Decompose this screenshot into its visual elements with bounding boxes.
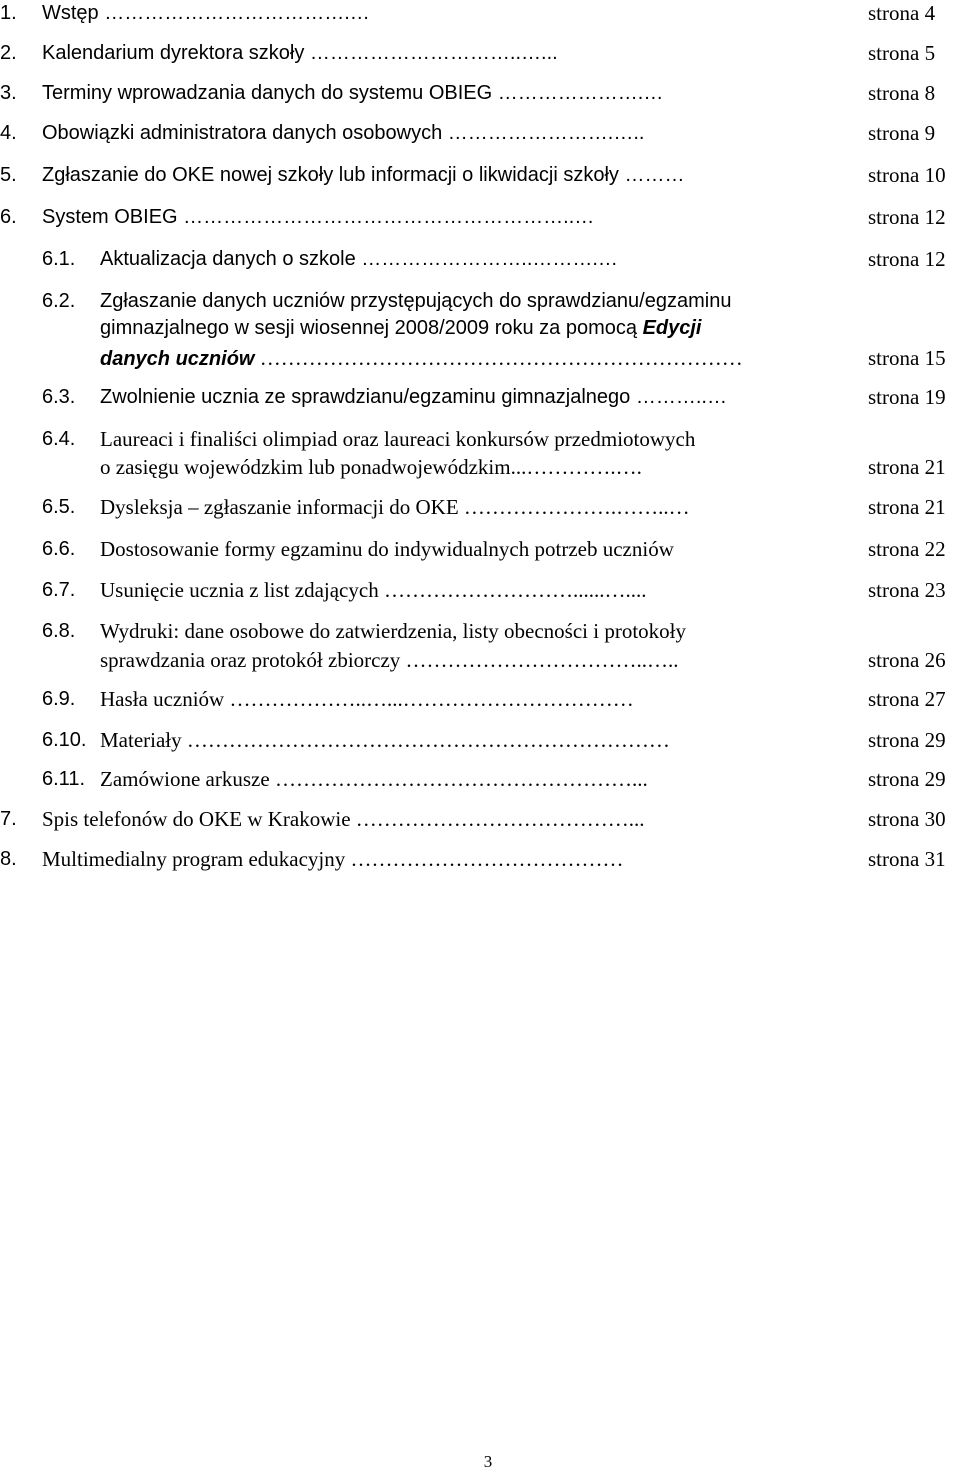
toc-leader-dots: …………………….…..	[442, 122, 645, 144]
toc-entry-title: Spis telefonów do OKE w Krakowie	[42, 807, 351, 831]
toc-entry-title-line-1: Laureaci i finaliści olimpiad oraz laureaci konkursów przedmiotowych	[100, 427, 696, 451]
toc-entry-title: Dysleksja – zgłaszanie informacji do OKE	[100, 495, 459, 519]
toc-entry-number: 6.7.	[42, 579, 76, 601]
toc-leader-dots: ………..…	[630, 386, 727, 408]
toc-entry-title: Zgłaszanie do OKE nowej szkoły lub informacji o likwidacji szkoły	[42, 164, 619, 186]
toc-page-ref: strona 29	[868, 767, 946, 791]
toc-page-ref: strona 26	[868, 648, 946, 672]
toc-entry-title: Terminy wprowadzania danych do systemu OBIEG	[42, 82, 493, 104]
toc-entry-number: 6.1.	[42, 248, 76, 270]
toc-entry-number: 6.9.	[42, 688, 76, 710]
toc-page-ref: strona 15	[868, 346, 946, 370]
toc-entry-number: 1.	[0, 2, 17, 24]
toc-page-ref: strona 9	[868, 121, 936, 145]
toc-entry-title: Aktualizacja danych o szkole	[100, 248, 356, 270]
toc-leader-dots: ……………………………………………………………	[254, 346, 743, 370]
toc-entry-number: 8.	[0, 848, 17, 870]
toc-leader-dots: ...………….….	[510, 455, 642, 479]
toc-entry-number: 2.	[0, 42, 17, 64]
page-number: 3	[483, 1452, 493, 1471]
toc-page-ref: strona 10	[868, 163, 946, 187]
toc-entry-title: Multimedialny program edukacyjny	[42, 847, 346, 871]
toc-entry-number: 6.5.	[42, 496, 76, 518]
toc-page-ref: strona 31	[868, 847, 946, 871]
toc-page-ref: strona 4	[868, 1, 936, 25]
toc-entry-number: 6.3.	[42, 386, 76, 408]
toc-leader-dots: ………………….……..…	[458, 495, 690, 519]
toc-entry-number: 6.8.	[42, 620, 76, 642]
toc-entry-title: Hasła uczniów	[100, 687, 225, 711]
toc-entry-title: Dostosowanie formy egzaminu do indywidualnych potrzeb uczniów	[100, 537, 674, 561]
toc-leader-dots: ………………………......…....	[378, 578, 647, 602]
toc-leader-dots: ……………………..……….…	[355, 248, 618, 270]
toc-leader-dots: …………………………………...	[350, 807, 645, 831]
toc-leader-dots: ……………………………….…	[98, 2, 370, 24]
toc-entry-number: 6.	[0, 206, 17, 228]
toc-page-ref: strona 19	[868, 385, 946, 409]
toc-page-ref: strona 21	[868, 495, 946, 519]
toc-entry-number: 6.2.	[42, 290, 76, 312]
toc-leader-dots: …………………………………	[345, 847, 624, 871]
toc-leader-dots: …………………………..…...	[304, 42, 558, 64]
toc-entry-number: 6.4.	[42, 428, 76, 450]
toc-entry-title-line-2: o zasięgu wojewódzkim lub ponadwojewódzkim	[100, 455, 511, 479]
toc-page-ref: strona 21	[868, 455, 946, 479]
toc-entry-title: Materiały	[100, 728, 182, 752]
toc-entry-title-line-2: sprawdzania oraz protokół zbiorczy	[100, 648, 401, 672]
toc-entry-title: Usunięcie ucznia z list zdających	[100, 578, 379, 602]
toc-leader-dots: ……………………………………………………………	[181, 728, 670, 752]
toc-entry-title-line-2: gimnazjalnego w sesji wiosennej 2008/2009 roku za pomocą	[100, 317, 637, 339]
toc-page-ref: strona 8	[868, 81, 936, 105]
toc-entry-title-line-1: Wydruki: dane osobowe do zatwierdzenia, listy obecności i protokoły	[100, 619, 687, 643]
toc-leader-dots: ………………….…	[492, 82, 664, 104]
toc-entry-number: 6.10.	[42, 729, 87, 751]
toc-entry-title: Zwolnienie ucznia ze sprawdzianu/egzaminu gimnazjalnego	[100, 386, 631, 408]
toc-entry-title: System OBIEG	[42, 206, 178, 228]
toc-page-ref: strona 12	[868, 247, 946, 271]
toc-entry-title-emphasis: danych uczniów	[100, 348, 255, 370]
toc-entry-number: 5.	[0, 164, 17, 186]
toc-page-ref: strona 29	[868, 728, 946, 752]
toc-entry-number: 4.	[0, 122, 17, 144]
toc-page-ref: strona 23	[868, 578, 946, 602]
toc-page-ref: strona 27	[868, 687, 946, 711]
toc-entry-title: Wstęp	[42, 2, 99, 24]
toc-entry-number: 6.11.	[42, 768, 85, 790]
toc-entry-title: Zamówione arkusze	[100, 767, 270, 791]
toc-page-ref: strona 30	[868, 807, 946, 831]
toc-page-ref: strona 22	[868, 537, 946, 561]
toc-leader-dots: ………	[618, 164, 685, 186]
toc-entry-number: 7.	[0, 808, 17, 830]
toc-page-ref: strona 12	[868, 205, 946, 229]
toc-entry-title: Kalendarium dyrektora szkoły	[42, 42, 305, 64]
toc-entry-title: Obowiązki administratora danych osobowych	[42, 122, 443, 144]
toc-leader-dots: …………………………………………………..…	[177, 206, 595, 228]
toc-entry-title-emphasis: Edycji	[642, 317, 702, 339]
toc-leader-dots: ……………………………………………...	[269, 767, 648, 791]
toc-entry-title-line-1: Zgłaszanie danych uczniów przystępujących do sprawdzianu/egzaminu	[100, 290, 732, 312]
toc-page-ref: strona 5	[868, 41, 936, 65]
toc-leader-dots: ……………………………..…..	[400, 648, 679, 672]
toc-leader-dots: ………………..…...……………………………	[224, 687, 634, 711]
toc-entry-number: 3.	[0, 82, 17, 104]
toc-entry-number: 6.6.	[42, 538, 76, 560]
